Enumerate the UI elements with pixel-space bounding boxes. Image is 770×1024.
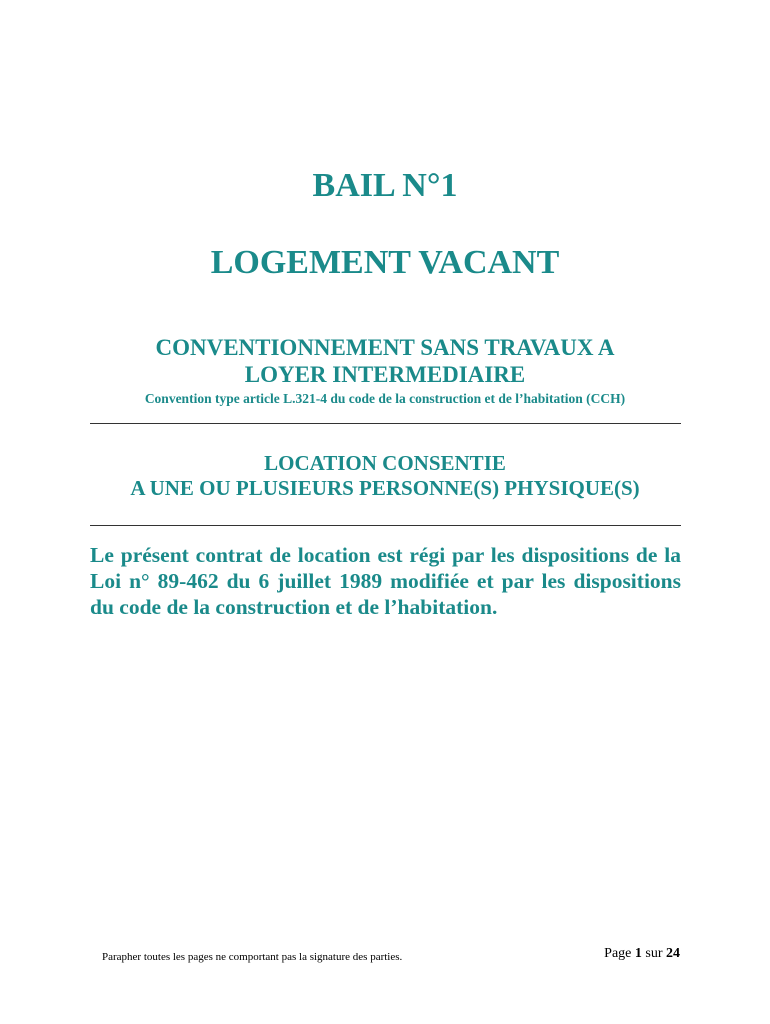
location-line-1: LOCATION CONSENTIE: [264, 451, 506, 475]
page-prefix: Page: [604, 946, 632, 961]
convention-line-2: LOYER INTERMEDIAIRE: [244, 362, 526, 387]
document-title: BAIL N°1: [312, 167, 458, 204]
legal-statement: Le présent contrat de location est régi par les dispositions de la Loi n° 89-462 du 6 juillet 1989 modifiée et par les dispositions du code de la construction et de l’habitation.: [90, 543, 681, 619]
convention-block: [90, 334, 680, 408]
divider-bottom: [90, 525, 681, 526]
page-number: [604, 945, 680, 963]
document-subtitle: LOGEMENT VACANT: [210, 244, 560, 281]
page-current: 1: [634, 946, 642, 961]
location-block: [90, 451, 680, 501]
convention-line-1: CONVENTIONNEMENT SANS TRAVAUX A: [155, 335, 615, 360]
page-separator: sur: [645, 946, 663, 961]
divider-top: [90, 423, 681, 424]
page-total: 24: [666, 946, 680, 961]
footer-note: Parapher toutes les pages ne comportant pas la signature des parties.: [102, 951, 403, 963]
location-line-2: A UNE OU PLUSIEURS PERSONNE(S) PHYSIQUE(S): [130, 476, 640, 500]
convention-note: Convention type article L.321-4 du code de la construction et de l’habitation (CCH): [144, 391, 626, 406]
